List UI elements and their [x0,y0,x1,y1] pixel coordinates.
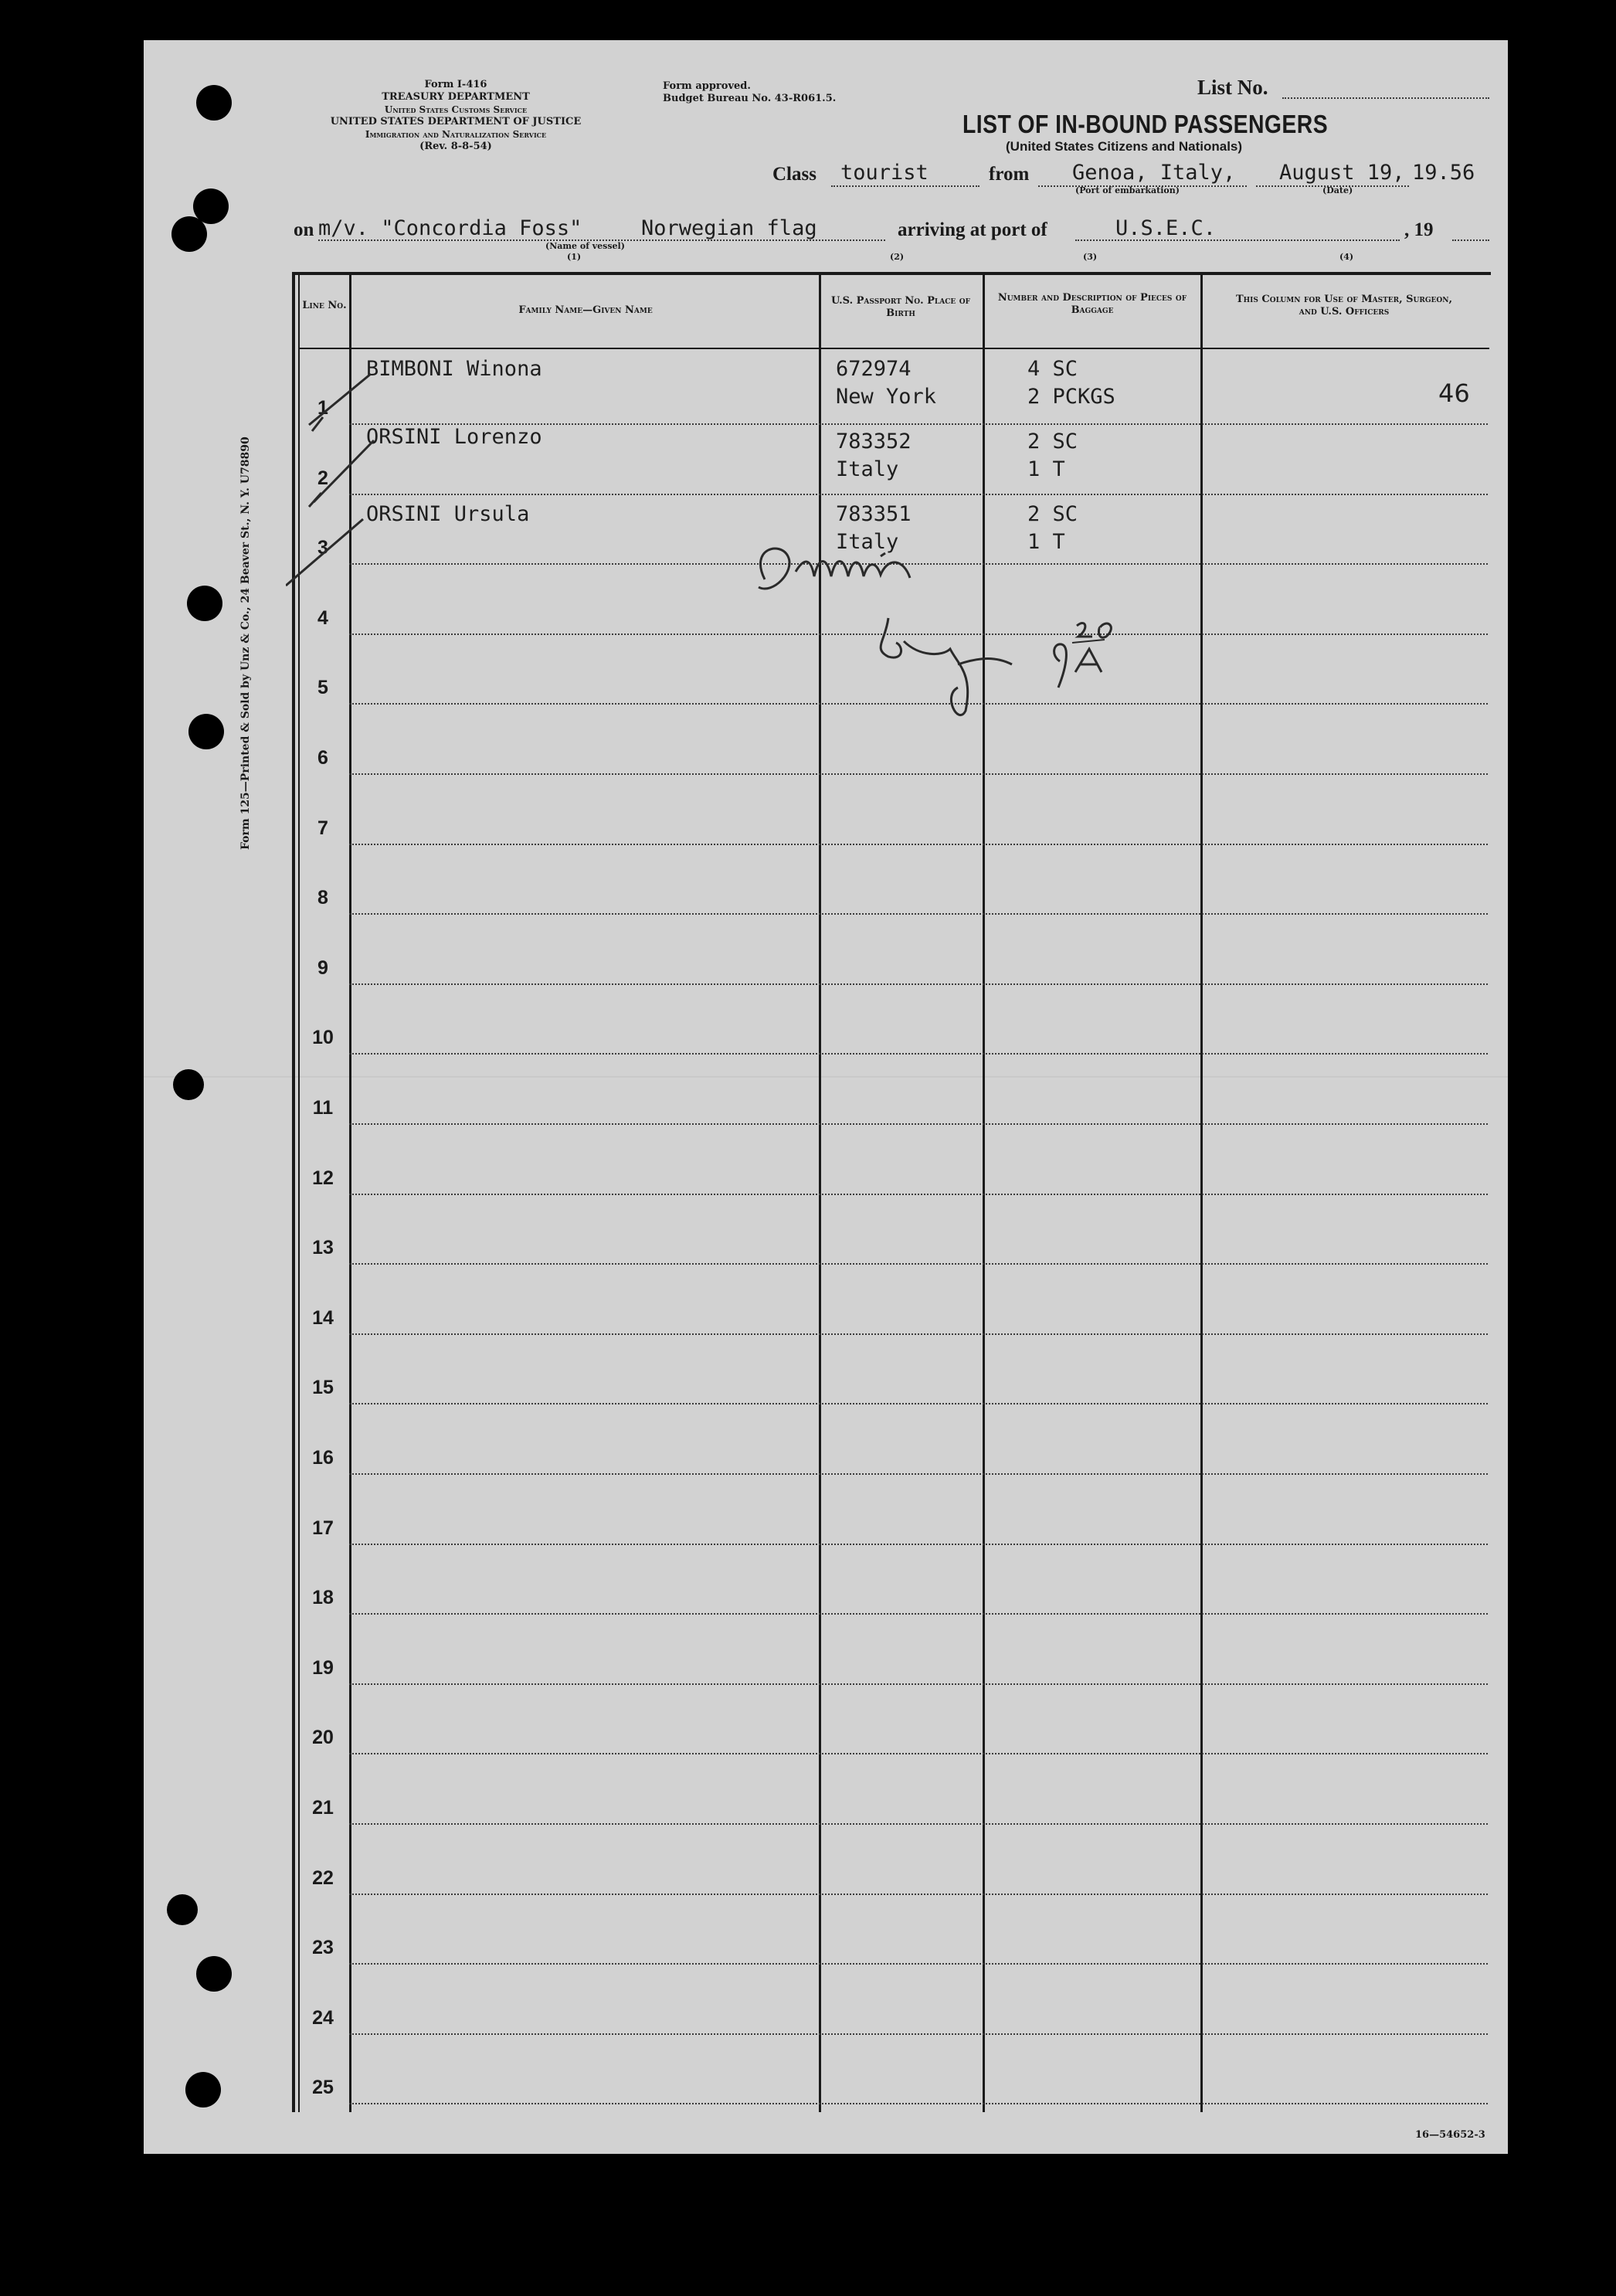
row-number: 11 [312,1097,334,1119]
departure-date: August 19, [1279,161,1405,185]
entry-2-passport: 783352 [836,430,912,453]
entry-2-name: ORSINI Lorenzo [366,425,542,449]
row-number: 12 [312,1167,334,1189]
vessel-name: m/v. "Concordia Foss" [318,216,582,240]
printer-imprint: Form 125—Printed & Sold by Unz & Co., 24 Beaver St., N. Y. U78890 [239,436,252,850]
caption-1: (1) [567,252,582,262]
entry-1-name: BIMBONI Winona [366,357,542,381]
vessel-caption: (Name of vessel) [545,241,625,251]
col-header-passport: U.S. Passport No. Place of Birth [831,295,970,319]
punch-hole [196,1956,232,1992]
row-line [349,1894,1488,1895]
check-mark-3 [286,519,363,586]
row-number: 4 [317,607,328,629]
entry-2-baggage-2: 1 T [1027,457,1065,481]
row-number: 15 [312,1377,334,1398]
row-number: 16 [312,1447,334,1469]
form-subtitle: (United States Citizens and Nationals) [1006,139,1243,154]
row-number: 1 [317,397,328,419]
justice-department: UNITED STATES DEPARTMENT OF JUSTICE [330,116,582,127]
entry-3-baggage-2: 1 T [1027,530,1065,554]
caption-2: (2) [890,252,905,262]
check-mark-1 [309,374,371,425]
customs-service: United States Customs Service [384,104,528,115]
entry-3-passport: 783351 [836,502,912,526]
fold-line [144,1076,1508,1079]
row-number: 2 [317,467,328,489]
entry-3-name: ORSINI Ursula [366,502,530,526]
date-caption: (Date) [1322,185,1353,195]
table-top-border [292,272,1491,275]
handwritten-marks [286,324,1213,742]
col-header-name: Family Name—Given Name [518,304,653,316]
entry-1-passport: 672974 [836,357,912,381]
entry-3-birthplace: Italy [836,530,899,554]
punch-hole [171,216,207,252]
row-line [349,1403,1488,1404]
row-line [349,1053,1488,1055]
officer-signature [759,549,910,589]
class-value: tourist [840,161,929,185]
revision-date: (Rev. 8-8-54) [419,141,492,152]
row-line [349,1263,1488,1265]
form-title: LIST OF IN-BOUND PASSENGERS [962,110,1329,138]
row-line [349,1544,1488,1545]
row-number: 9 [317,957,328,979]
row-number: 8 [317,887,328,909]
handwritten-time [1054,644,1067,688]
punch-hole [173,1069,204,1100]
row-number: 14 [312,1307,334,1329]
on-label: on [294,219,314,240]
row-line [349,1473,1488,1475]
row-number: 10 [312,1027,334,1048]
row-line [349,1753,1488,1754]
entry-2-baggage-1: 2 SC [1027,430,1078,453]
row-line [349,913,1488,915]
col-header-baggage: Number and Description of Pieces of Baggage [997,292,1187,316]
row-line [349,1333,1488,1335]
punch-hole [167,1894,198,1925]
punch-hole [185,2072,221,2107]
row-number: 22 [312,1867,334,1889]
entry-1-officer-note: 46 [1438,379,1470,408]
entry-1-baggage-2: 2 PCKGS [1027,385,1115,409]
punch-hole [188,714,224,749]
port-of-embarkation: Genoa, Italy, [1072,161,1236,185]
budget-bureau: Budget Bureau No. 43-R061.5. [663,93,837,104]
departure-year: 19.56 [1412,161,1475,185]
from-label: from [989,164,1030,185]
class-label: Class [772,164,816,185]
form-number: Form I-416 [424,79,487,90]
arriving-label: arriving at port of [898,219,1047,240]
row-number: 5 [317,677,328,698]
row-line [349,2103,1488,2104]
punch-hole [196,85,232,121]
caption-4: (4) [1339,252,1354,262]
row-number: 17 [312,1517,334,1539]
row-line [349,2033,1488,2035]
list-number-field [1282,97,1489,99]
row-number: 3 [317,537,328,559]
row-number: 19 [312,1657,334,1679]
check-mark-2 [314,440,374,502]
col-header-line: Line No. [302,300,347,311]
officer-initials [881,618,1012,715]
form-approved: Form approved. [663,80,751,92]
punch-hole [187,586,222,621]
list-number-label: List No. [1197,76,1268,99]
row-line [349,1123,1488,1125]
arrival-port: U.S.E.C. [1115,216,1217,240]
row-line [349,983,1488,985]
entry-1-baggage-1: 4 SC [1027,357,1078,381]
row-number: 6 [317,747,328,769]
row-line [349,844,1488,845]
caption-3: (3) [1083,252,1098,262]
entry-3-baggage-1: 2 SC [1027,502,1078,526]
row-number: 24 [312,2007,334,2029]
arrival-year-label: , 19 [1404,219,1434,240]
entry-1-birthplace: New York [836,385,937,409]
row-line [349,1683,1488,1685]
row-line [349,773,1488,775]
entry-2-birthplace: Italy [836,457,899,481]
row-line [349,1613,1488,1615]
row-number: 21 [312,1797,334,1819]
row-number: 7 [317,817,328,839]
row-number: 23 [312,1937,334,1958]
row-number: 13 [312,1237,334,1258]
port-caption: (Port of embarkation) [1075,185,1180,195]
row-number: 25 [312,2077,334,2098]
row-line [349,1823,1488,1825]
row-line [349,1963,1488,1965]
col-header-officers: This Column for Use of Master, Surgeon, and U.S. Officers [1235,294,1453,318]
row-line [349,1194,1488,1195]
agency-block [286,79,626,153]
row-number: 18 [312,1587,334,1608]
vessel-flag: Norwegian flag [641,216,817,240]
row-number: 20 [312,1727,334,1748]
footer-code: 16—54652-3 [1415,2129,1485,2141]
immigration-service: Immigration and Naturalization Service [365,129,547,140]
treasury-department: TREASURY DEPARTMENT [382,91,530,103]
approval-block [663,80,836,105]
